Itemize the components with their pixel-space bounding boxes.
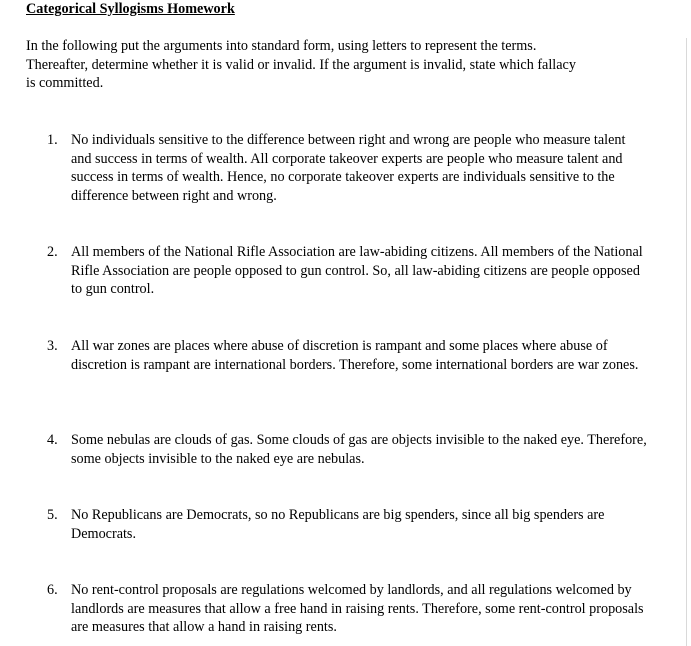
problem-item — [47, 581, 647, 637]
problem-item — [47, 243, 647, 299]
instructions-paragraph: In the following put the arguments into standard form, using letters to represent the terms. Thereafter, determine whether it is valid or invalid. If the argument is invalid, state which fallacy is committed. — [26, 38, 576, 92]
problem-number: 1. — [47, 132, 58, 148]
problem-text: No individuals sensitive to the difference between right and wrong are people who measure talent and success in terms of wealth. All corporate takeover experts are people who measure talent and success in terms of wealth. Hence, no corporate takeover experts are individuals sensitive to the difference between right and wrong. — [71, 132, 626, 205]
problem-text: Some nebulas are clouds of gas. Some clouds of gas are objects invisible to the naked eye. Therefore, some objects invisible to the naked eye are nebulas. — [71, 432, 647, 467]
problem-text: All members of the National Rifle Association are law-abiding citizens. All members of the National Rifle Association are people opposed to gun control. So, all law-abiding citizens are people opposed to gun control. — [71, 244, 643, 298]
document-title: Categorical Syllogisms Homework — [26, 1, 235, 17]
problem-item — [47, 337, 647, 374]
problem-text: No Republicans are Democrats, so no Republicans are big spenders, since all big spenders are Democrats. — [71, 507, 605, 542]
problem-text: No rent-control proposals are regulations welcomed by landlords, and all regulations welcomed by landlords are measures that allow a free hand in raising rents. Therefore, some rent-control proposals are measures that allow a hand in raising rents. — [71, 582, 644, 636]
problem-item — [47, 431, 647, 468]
problem-number: 5. — [47, 507, 58, 523]
problem-text: All war zones are places where abuse of discretion is rampant and some places where abuse of discretion is rampant are international borders. Therefore, some international borders are war zones. — [71, 338, 639, 373]
page-edge-divider — [686, 38, 687, 646]
problem-item — [47, 131, 647, 206]
problem-item — [47, 506, 647, 543]
problem-number: 3. — [47, 338, 58, 354]
problem-number: 2. — [47, 244, 58, 260]
problem-number: 6. — [47, 582, 58, 598]
problem-number: 4. — [47, 432, 58, 448]
